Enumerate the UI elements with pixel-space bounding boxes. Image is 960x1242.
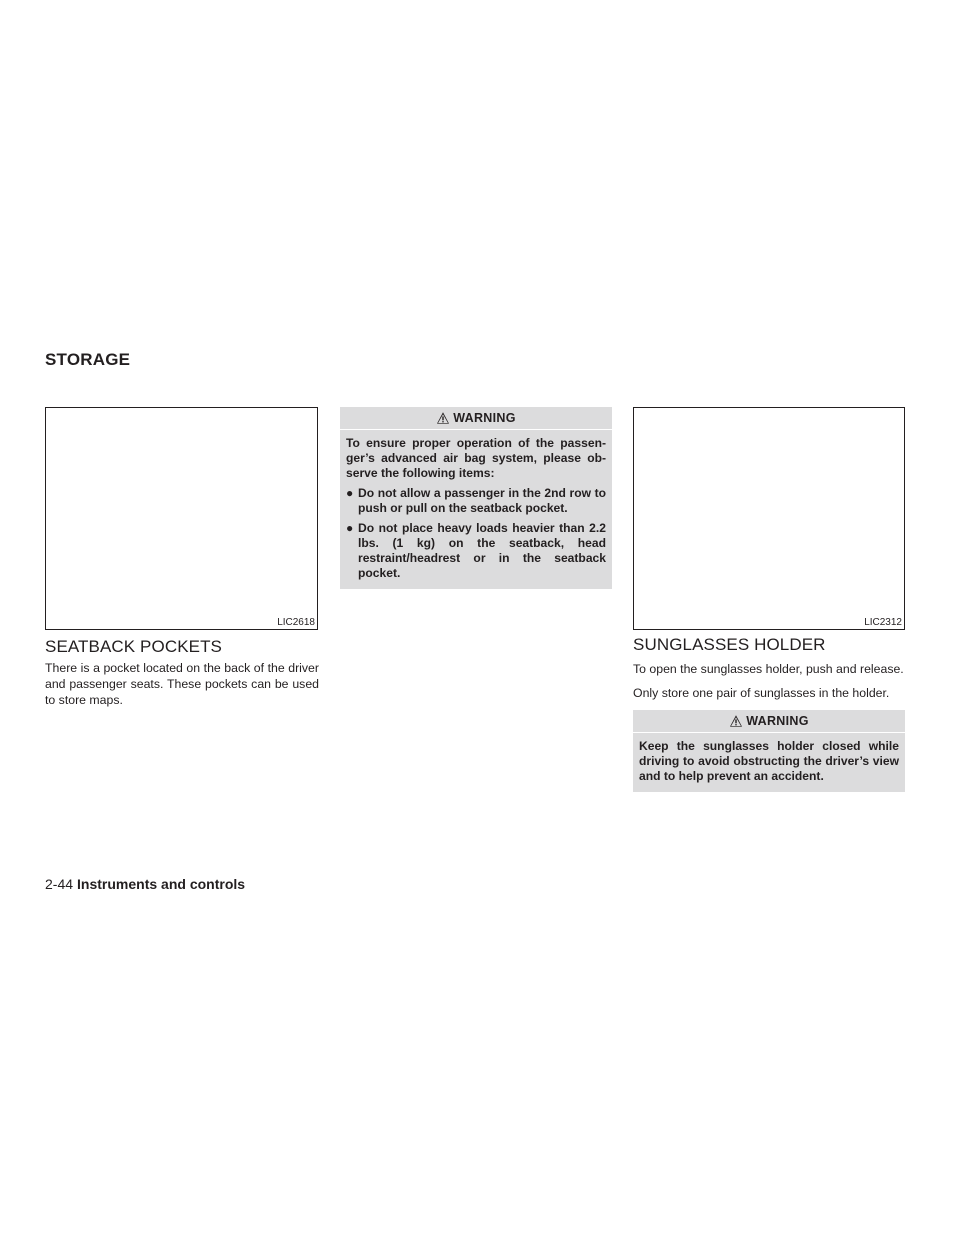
airbag-warning-box: [340, 407, 612, 589]
sunglasses-warning-box: [633, 710, 905, 792]
seatback-pockets-text: There is a pocket located on the back of the driver and passenger seats. These pockets can be used to store maps.: [45, 661, 319, 707]
sunglasses-holder-figure: [633, 407, 905, 630]
section-title: STORAGE: [45, 350, 131, 369]
warning-title: WARNING: [746, 714, 809, 728]
warning-title: WARNING: [453, 411, 516, 425]
sunglasses-holder-text-2: Only store one pair of sunglasses in the holder.: [633, 686, 890, 700]
warning-list-item: [346, 486, 606, 516]
bullet-icon: ●: [346, 486, 354, 500]
bullet-icon: ●: [346, 521, 354, 535]
warning-list-item: [346, 521, 606, 581]
sunglasses-holder-text-1: To open the sunglasses holder, push and release.: [633, 662, 904, 676]
warning-header: [639, 710, 899, 732]
warning-divider: [633, 732, 905, 733]
warning-header: [346, 407, 606, 429]
warning-icon: [729, 714, 743, 728]
warning-text: Keep the sunglasses holder closed while driving to avoid obstructing the driver’s view and to help prevent an accident.: [639, 739, 899, 783]
warning-intro: To ensure proper operation of the passenger’s advanced air bag system, please observe the following items:: [346, 436, 606, 480]
figure-id: LIC2312: [864, 617, 902, 628]
figure-id: LIC2618: [277, 617, 315, 628]
page-footer: [45, 876, 245, 892]
warning-divider: [340, 429, 612, 430]
sunglasses-holder-heading: SUNGLASSES HOLDER: [633, 635, 826, 654]
page-number: 2-44: [45, 876, 74, 892]
chapter-title: Instruments and controls: [77, 876, 246, 892]
seatback-pockets-figure: [45, 407, 318, 630]
seatback-pockets-heading: SEATBACK POCKETS: [45, 637, 222, 656]
warning-item-text: Do not allow a passenger in the 2nd row to push or pull on the seatback pocket.: [358, 486, 606, 515]
warning-icon: [436, 411, 450, 425]
warning-item-text: Do not place heavy loads heavier than 2.2 lbs. (1 kg) on the seatback, head restraint/headrest or in the seatback pocket.: [358, 521, 606, 580]
